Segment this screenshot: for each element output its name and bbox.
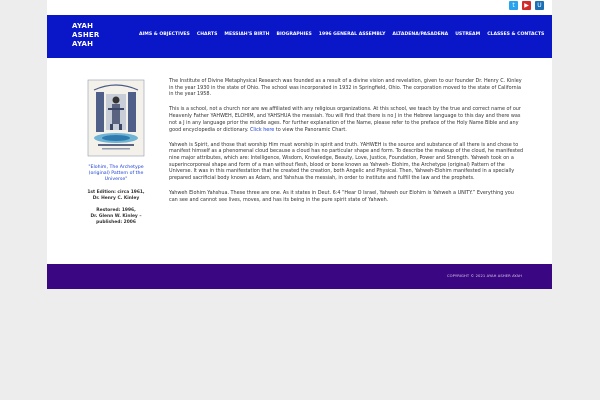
paragraph-yahweh-spirit: Yahweh is Spirit, and those that worship Him must worship in spirit and truth. YAHWEH is the source and substance of all there is and chose to manifest himself as a phenomenal cloud because a cloud has no particular shape and form. To describe the makeup of the cloud, he manifested nine major attributes, which are: Intelligence, Wisdom, Knowledge, Beauty, Love, Justice, Foundation, Power and Strength. Yahweh took on a superincorporeal shape and form of a man without flesh, blood or bone known as Yahweh- Elohim, the Archetype (original) Pattern of the Universe. It was in this manifestation that he created the creation, both Angelic and Physical. Then, Yahweh-Elohim manifested in a specially prepared sacrificial body known as Adam, and Yahshua the messiah, in order to institute and fulfill the law and the prophets. <box>169 141 524 182</box>
logo-line-1: AYAH <box>72 22 94 30</box>
youtube-icon[interactable]: ▶ <box>522 1 531 10</box>
nav-ustream[interactable]: USTREAM <box>455 32 481 37</box>
paragraph-school <box>169 106 524 133</box>
nav-biographies[interactable]: BIOGRAPHIES <box>276 32 312 37</box>
main-nav <box>139 32 544 37</box>
copyright-text: COPYRIGHT © 2021 AYAH ASHER AYAH <box>446 274 522 278</box>
paragraph-founding: The Institute of Divine Metaphysical Research was founded as a result of a divine vision and revelation, given to our founder Dr. Henry C. Kinley in the year 1930 in the state of Ohio. The school was incorporated in 1932 in Springfield, Ohio. The corporation moved to the state of California in the year 1958. <box>169 78 522 98</box>
twitter-icon[interactable]: t <box>509 1 518 10</box>
nav-1996-general-assembly[interactable]: 1996 GENERAL ASSEMBLY <box>318 32 386 37</box>
site-logo[interactable] <box>72 22 100 49</box>
page <box>47 0 552 289</box>
site-footer <box>47 264 552 289</box>
first-edition-line-1: 1st Edition: circa 1961, <box>87 190 145 195</box>
main-content <box>169 78 524 212</box>
logo-line-2: ASHER <box>72 31 100 39</box>
panoramic-chart-link[interactable]: Click here <box>250 126 275 133</box>
book-title-link[interactable]: "Elohim, The Archetype (original) Pattern of the Universe" <box>88 165 144 182</box>
nav-messiahs-birth[interactable]: MESSIAH'S BIRTH <box>224 32 270 37</box>
restored-line-3: published: 2006 <box>96 220 136 225</box>
nav-aims-objectives[interactable]: AIMS & OBJECTIVES <box>139 32 190 37</box>
paragraph-school-tail: to view the Panoramic Chart. <box>274 126 347 133</box>
nav-charts[interactable]: CHARTS <box>196 32 218 37</box>
site-header <box>47 15 552 58</box>
nav-altadena-pasadena[interactable]: ALTADENA/PASADENA <box>392 32 449 37</box>
social-links <box>509 1 544 10</box>
paragraph-school-text: This is a school, not a church nor are we affiliated with any religious organizations. At this school, we teach by the true and correct name of our Heavenly Father YAHWEH, ELOHIM, and YAHSHUA the messiah. You will find that there is no J in the Hebrew language to this day and there was not a J in any language prior the middle ages. For further explanation of the Name, please refer to the preface of the Holy Name Bible and any good encyclopedia or dictionary. <box>169 106 521 133</box>
nav-classes-contacts[interactable]: CLASSES & CONTACTS <box>487 32 545 37</box>
first-edition-line-2: Dr. Henry C. Kinley <box>92 196 140 201</box>
book-cover-image <box>84 78 148 158</box>
logo-line-3: AYAH <box>72 40 94 48</box>
restored-line-1: Restored: 1996, <box>96 208 136 213</box>
top-bar <box>47 0 552 15</box>
ustream-icon[interactable]: U <box>535 1 544 10</box>
restored-line-2: Dr. Glenn W. Kinley – <box>90 214 142 219</box>
paragraph-unity: Yahweh Elohim Yahshua. These three are one. As it states in Deut. 6:4 “Hear O Israel, Yahweh our Elohim is Yahweh a UNITY.” Everything you can see and cannot see lives, moves, and has its being in the pure spirit state of Yahweh. <box>169 190 514 203</box>
sidebar <box>83 78 149 226</box>
